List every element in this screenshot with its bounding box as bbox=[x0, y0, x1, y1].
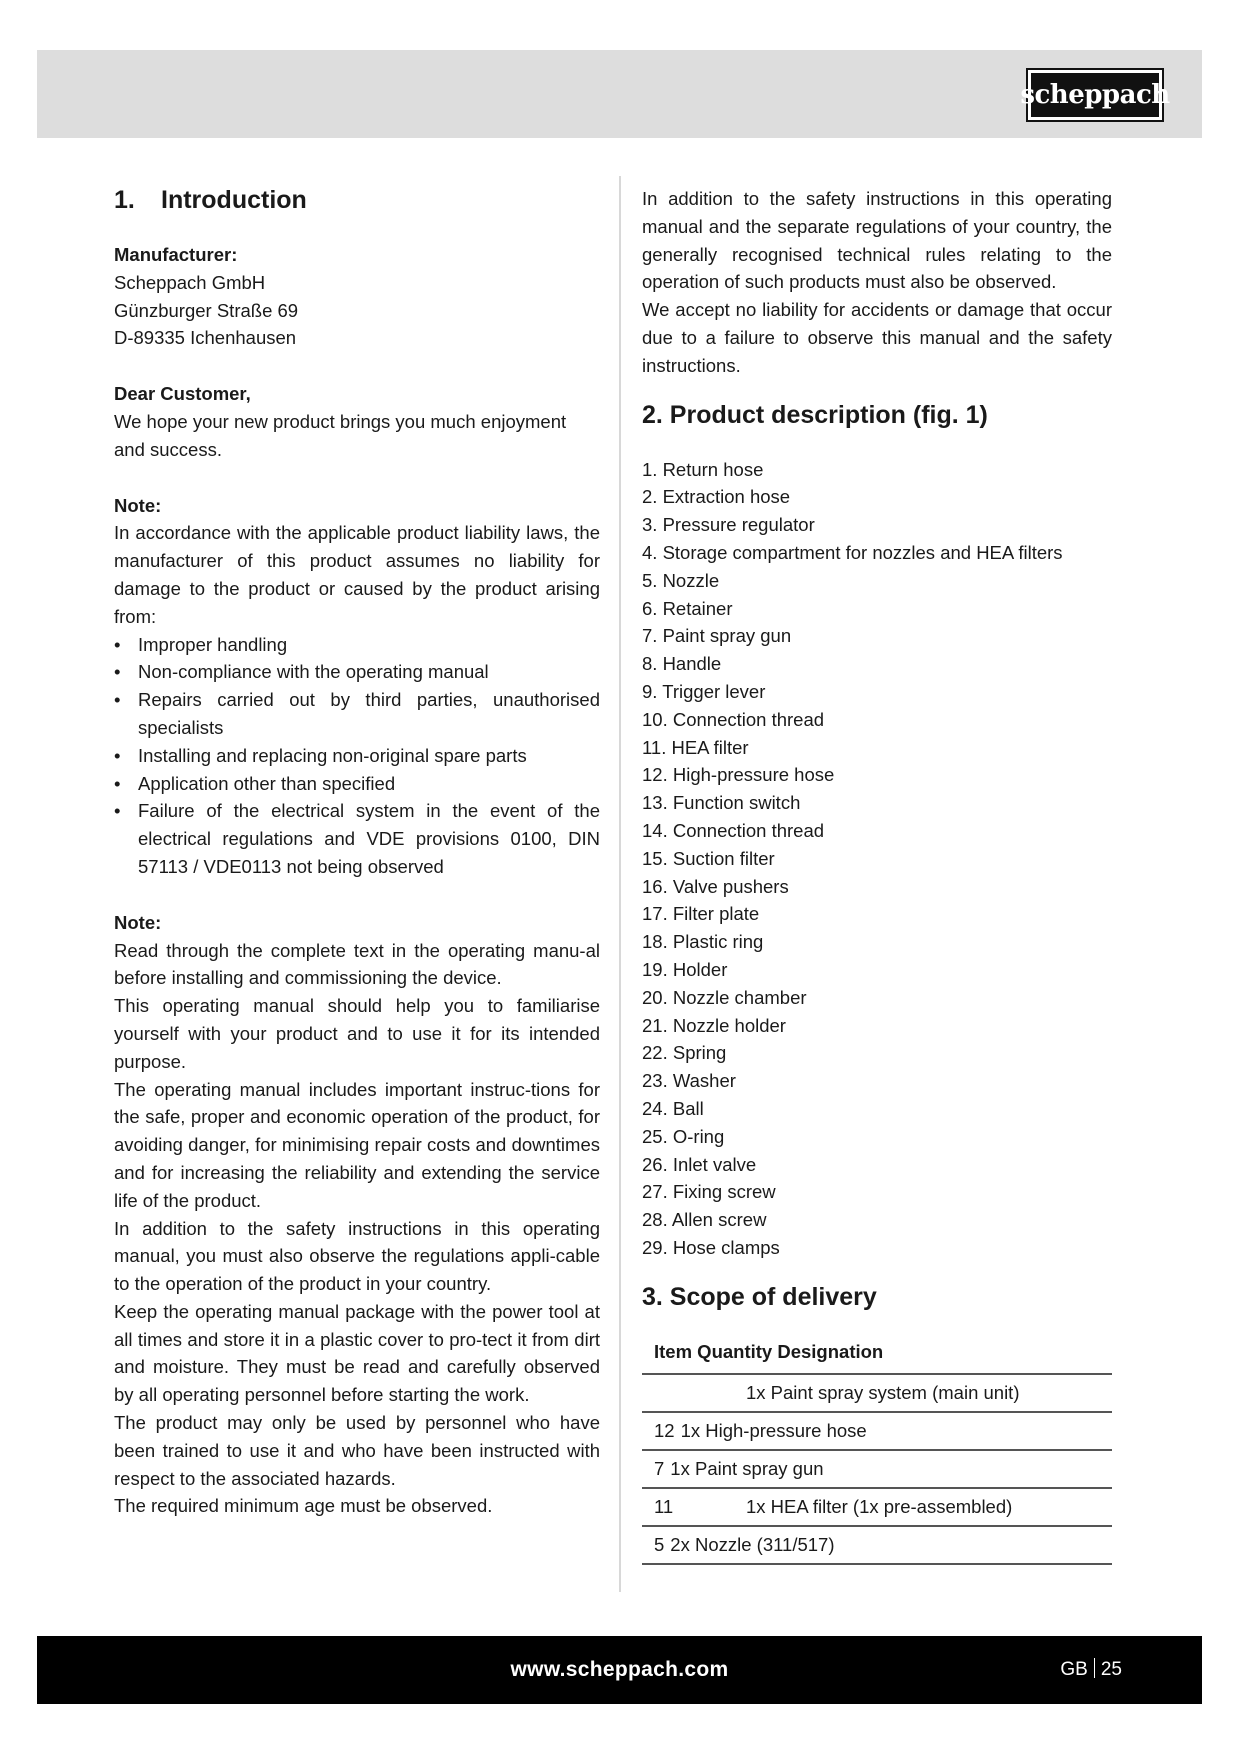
table-cell-item: 7 bbox=[654, 1458, 665, 1480]
list-item: 24. Ball bbox=[642, 1097, 704, 1119]
list-item: • Application other than specified bbox=[114, 770, 600, 798]
list-item: 22. Spring bbox=[642, 1042, 727, 1064]
table-cell-text: 2x Nozzle (311/517) bbox=[670, 1534, 835, 1556]
list-item: 21. Nozzle holder bbox=[642, 1014, 786, 1036]
paragraph: The required minimum age must be observed. bbox=[114, 1495, 493, 1517]
note-label: Note: bbox=[114, 494, 162, 516]
list-item: 1. Return hose bbox=[642, 458, 764, 480]
table-row bbox=[642, 1489, 1112, 1527]
list-item: 20. Nozzle chamber bbox=[642, 986, 807, 1008]
liability-list bbox=[114, 631, 600, 881]
list-item: • Repairs carried out by third parties, unauthorised specialists bbox=[114, 686, 600, 742]
table-row bbox=[642, 1375, 1112, 1413]
list-item: 27. Fixing screw bbox=[642, 1181, 776, 1203]
list-item: 28. Allen screw bbox=[642, 1209, 767, 1231]
list-item: • Failure of the electrical system in the event of the electrical regulations and VDE provisions 0100, DIN 57113 / VDE0113 not being observed bbox=[114, 797, 600, 880]
column-divider bbox=[619, 176, 621, 1592]
list-item: • Non-compliance with the operating manual bbox=[114, 658, 600, 686]
paragraph: We accept no liability for accidents or damage that occur due to a failure to observe this manual and the safety instructions. bbox=[642, 299, 1112, 376]
list-item: 6. Retainer bbox=[642, 597, 733, 619]
paragraph: The operating manual includes important instruc-tions for the safe, proper and economic operation of the product, for avoiding danger, for minimising repair costs and downtimes and for increasing the reliability and extending the service life of the product. bbox=[114, 1078, 600, 1211]
list-item: 5. Nozzle bbox=[642, 569, 720, 591]
paragraph: In addition to the safety instructions in this operating manual and the separate regulations of your country, the generally recognised technical rules relating to the operation of such products must also be observed. bbox=[642, 188, 1112, 293]
table-row bbox=[642, 1451, 1112, 1489]
dear-customer-label: Dear Customer, bbox=[114, 383, 251, 405]
separator bbox=[1094, 1658, 1095, 1678]
list-item: 29. Hose clamps bbox=[642, 1236, 780, 1258]
list-item: 2. Extraction hose bbox=[642, 486, 791, 508]
list-item: 12. High-pressure hose bbox=[642, 764, 835, 786]
table-cell-text: 1x HEA filter (1x pre-assembled) bbox=[746, 1496, 1013, 1518]
list-item: 10. Connection thread bbox=[642, 708, 825, 730]
paragraph: In addition to the safety instructions in this operating manual, you must also observe the regulations appli-cable to the operation of the product in your country. bbox=[114, 1217, 600, 1295]
section-title-scope-of-delivery: 3. Scope of delivery bbox=[642, 1282, 877, 1311]
brand-logo: scheppach bbox=[1028, 70, 1162, 120]
page-indicator bbox=[1060, 1636, 1122, 1704]
list-item: 16. Valve pushers bbox=[642, 875, 789, 897]
list-item: 11. HEA filter bbox=[642, 736, 749, 758]
note-text: In accordance with the applicable product liability laws, the manufacturer of this product assumes no liability for damage to the product or caused by the product arising from: bbox=[114, 522, 600, 627]
table-header: Item Quantity Designation bbox=[642, 1338, 1112, 1376]
list-item: 3. Pressure regulator bbox=[642, 514, 815, 536]
address-line: Scheppach GmbH bbox=[114, 271, 266, 293]
note-label: Note: bbox=[114, 911, 162, 933]
list-item: 17. Filter plate bbox=[642, 903, 760, 925]
table-cell-text: 1x Paint spray gun bbox=[670, 1458, 824, 1480]
paragraph: Read through the complete text in the operating manu-al before installing and commissioning the device. bbox=[114, 939, 600, 989]
list-item: 14. Connection thread bbox=[642, 819, 825, 841]
table-cell-item: 5 bbox=[654, 1534, 665, 1556]
address-line: Günzburger Straße 69 bbox=[114, 299, 299, 321]
list-item: 23. Washer bbox=[642, 1070, 736, 1092]
table-cell-text: 1x High-pressure hose bbox=[680, 1420, 867, 1442]
address-line: D-89335 Ichenhausen bbox=[114, 327, 297, 349]
list-item: 25. O-ring bbox=[642, 1125, 725, 1147]
list-item: • Installing and replacing non-original spare parts bbox=[114, 742, 600, 770]
manufacturer-label: Manufacturer: bbox=[114, 244, 238, 265]
list-item: 7. Paint spray gun bbox=[642, 625, 792, 647]
list-item: 9. Trigger lever bbox=[642, 680, 766, 702]
table-cell-item: 12 bbox=[654, 1420, 675, 1442]
section-title-introduction: 1. Introduction bbox=[114, 186, 307, 214]
list-item: 13. Function switch bbox=[642, 792, 801, 814]
list-item: 18. Plastic ring bbox=[642, 931, 764, 953]
paragraph: Keep the operating manual package with the power tool at all times and store it in a plastic cover to pro-tect it from dirt and moisture. They must be read and carefully observed by all operating personnel before starting the work. bbox=[114, 1300, 600, 1406]
paragraph: The product may only be used by personnel who have been trained to use it and who have been instructed with respect to the associated hazards. bbox=[114, 1412, 600, 1489]
language-code: GB bbox=[1060, 1659, 1088, 1680]
table-row bbox=[642, 1413, 1112, 1451]
list-item: 8. Handle bbox=[642, 653, 722, 675]
footer-website-link[interactable]: www.scheppach.com bbox=[510, 1658, 729, 1681]
paragraph: This operating manual should help you to familiarise yourself with your product and to use it for its intended purpose. bbox=[114, 995, 600, 1072]
list-item: • Improper handling bbox=[114, 631, 600, 659]
table-cell-text: 1x Paint spray system (main unit) bbox=[746, 1382, 1020, 1404]
left-column bbox=[114, 185, 600, 1520]
list-item: 15. Suction filter bbox=[642, 847, 775, 869]
dear-customer-text: We hope your new product brings you much enjoyment and success. bbox=[114, 410, 567, 460]
page-number: 25 bbox=[1100, 1659, 1122, 1680]
delivery-table bbox=[642, 1338, 1112, 1566]
parts-list bbox=[642, 456, 1112, 1262]
table-cell-item: 11 bbox=[654, 1496, 674, 1518]
list-item: 26. Inlet valve bbox=[642, 1153, 757, 1175]
section-title-product-description: 2. Product description (fig. 1) bbox=[642, 400, 988, 429]
table-row bbox=[642, 1527, 1112, 1565]
list-item: 4. Storage compartment for nozzles and HEA filters bbox=[642, 541, 1063, 563]
footer-bar bbox=[37, 1636, 1202, 1704]
right-column bbox=[642, 185, 1112, 1565]
list-item: 19. Holder bbox=[642, 958, 728, 980]
